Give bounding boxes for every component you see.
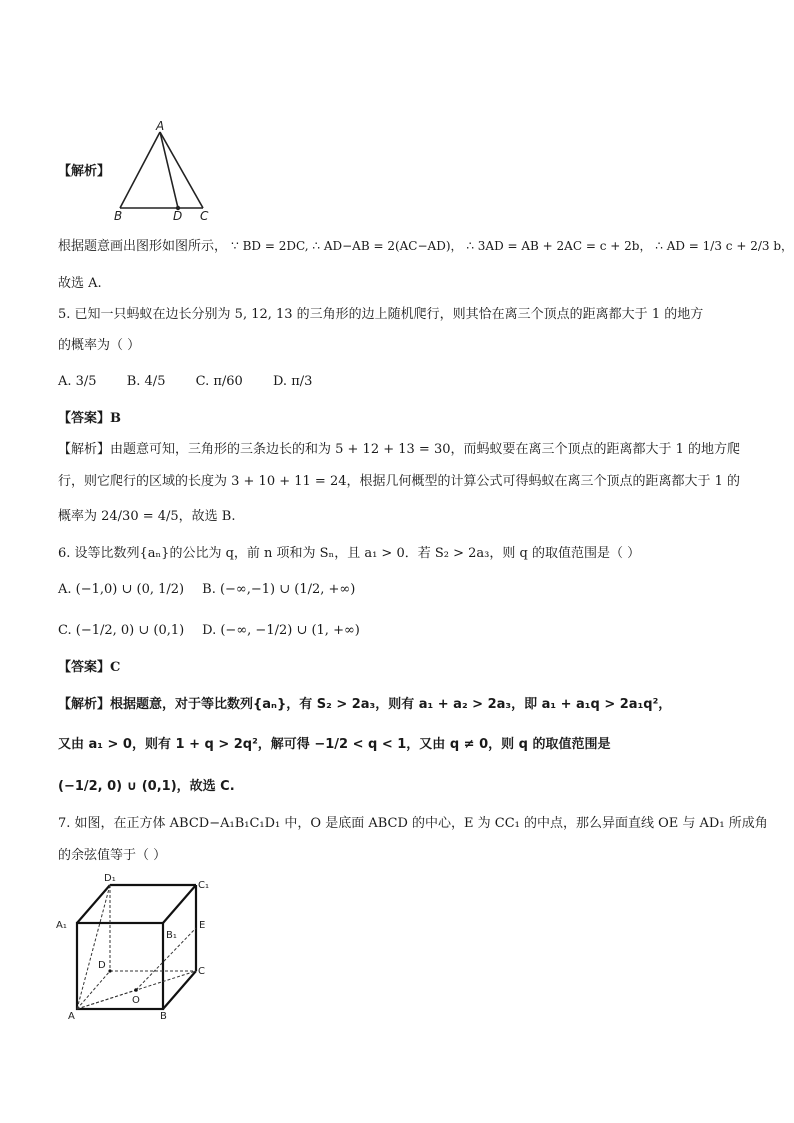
q5-option-d: D. π/3 (272, 374, 313, 389)
sec4-line1-text: 根据题意画出图形如图所示， (58, 239, 228, 254)
q6-explanation-3: (−1/2, 0) ∪ (0,1)，故选 C. (58, 779, 235, 794)
label-E: E (199, 920, 206, 931)
q5-explanation-3: 概率为 24/30 = 4/5，故选 B. (58, 509, 236, 524)
sec4-line1-formula: ∵ BD = 2DC, ∴ AD−AB = 2(AC−AD)， ∴ 3AD = AB + 2AC = c + 2b， ∴ AD = 1/3 c + 2/3 b， (231, 239, 794, 253)
q5-option-b: B. 4/5 (126, 374, 166, 389)
label-B: B (114, 209, 123, 223)
label-A: A (156, 120, 165, 133)
q6-option-a: A. (−1,0) ∪ (0, 1/2) (58, 582, 185, 597)
q5-explanation-1: 【解析】由题意可知，三角形的三条边长的和为 5 + 12 + 13 = 30，而蚂蚁要在离三个顶点的距离都大于 1 的地方爬 (58, 442, 741, 457)
label-A1: A₁ (56, 920, 67, 931)
q5-explanation-2: 行，则它爬行的区域的长度为 3 + 10 + 11 = 24，根据几何概型的计算公式可得蚂蚁在离三个顶点的距离都大于 1 的 (58, 474, 741, 489)
label-A: A (68, 1011, 75, 1020)
label-B1: B₁ (166, 930, 177, 941)
q6-options-ab (58, 582, 748, 598)
label-B: B (160, 1011, 167, 1020)
label-D: D (173, 209, 183, 223)
q6-option-c: C. (−1/2, 0) ∪ (0,1) (58, 623, 185, 638)
label-C: C (198, 966, 205, 977)
label-C: C (200, 209, 209, 223)
q7-stem-1: 7. 如图，在正方体 ABCD−A₁B₁C₁D₁ 中，O 是底面 ABCD 的中心，E 为 CC₁ 的中点，那么异面直线 OE 与 AD₁ 所成角 (58, 816, 768, 831)
q5-option-c: C. π/60 (195, 374, 243, 389)
label-O: O (132, 995, 140, 1006)
cube-diagram (52, 870, 222, 1020)
label-D1: D₁ (104, 873, 116, 884)
q6-stem: 6. 设等比数列{aₙ}的公比为 q，前 n 项和为 Sₙ，且 a₁ > 0．若 S₂ > 2a₃，则 q 的取值范围是（ ） (58, 546, 641, 561)
q5-options (58, 374, 748, 390)
q6-explanation-1: 【解析】根据题意，对于等比数列{aₙ}，有 S₂ > 2a₃，则有 a₁ + a₂ > 2a₃，即 a₁ + a₁q > 2a₁q²， (58, 697, 672, 712)
label-D: D (98, 960, 106, 971)
q6-answer: 【答案】C (58, 660, 121, 675)
label-C1: C₁ (198, 880, 209, 891)
jiexi-label: 【解析】 (58, 164, 111, 179)
sec4-line1 (58, 238, 794, 255)
q5-stem-1: 5. 已知一只蚂蚁在边长分别为 5, 12, 13 的三角形的边上随机爬行，则其恰在离三个顶点的距离都大于 1 的地方 (58, 307, 704, 322)
q5-option-a: A. 3/5 (58, 374, 97, 389)
q5-answer: 【答案】B (58, 411, 121, 426)
q6-option-d: D. (−∞, −1/2) ∪ (1, +∞) (202, 623, 360, 638)
q6-options-cd (58, 623, 748, 639)
q7-stem-2: 的余弦值等于（ ） (58, 848, 167, 863)
q6-explanation-2: 又由 a₁ > 0，则有 1 + q > 2q²，解可得 −1/2 < q < 1，又由 q ≠ 0，则 q 的取值范围是 (58, 737, 611, 752)
q6-option-b: B. (−∞,−1) ∪ (1/2, +∞) (202, 582, 356, 597)
sec4-line2: 故选 A. (58, 276, 102, 291)
q5-stem-2: 的概率为（ ） (58, 338, 141, 353)
